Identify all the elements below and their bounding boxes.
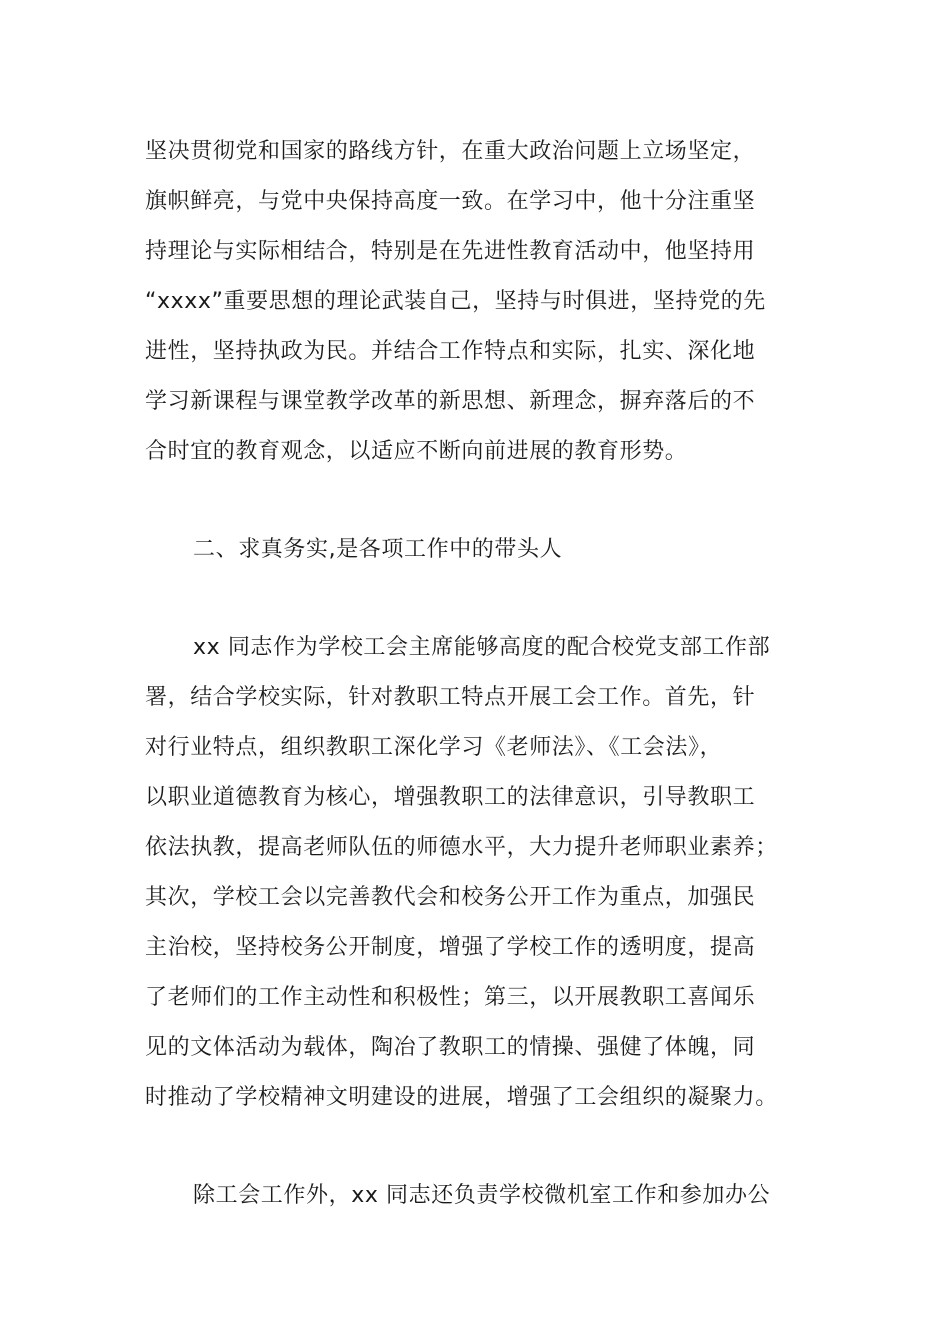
section-heading: 二、求真务实,是各项工作中的带头人: [193, 537, 563, 562]
paragraph-line: 旗帜鲜亮，与党中央保持高度一致。在学习中，他十分注重坚: [145, 189, 756, 214]
paragraph-line: 进性，坚持执政为民。并结合工作特点和实际，扎实、深化地: [145, 339, 756, 364]
paragraph-line: xx 同志作为学校工会主席能够高度的配合校党支部工作部: [193, 635, 771, 660]
paragraph-line: 主治校，坚持校务公开制度，增强了学校工作的透明度，提高: [145, 935, 756, 960]
paragraph-line: 持理论与实际相结合，特别是在先进性教育活动中，他坚持用: [145, 239, 756, 264]
paragraph-line: 除工会工作外，xx 同志还负责学校微机室工作和参加办公: [193, 1183, 771, 1208]
paragraph-line: 依法执教，提高老师队伍的师德水平，大力提升老师职业素养；: [145, 835, 778, 860]
paragraph-line: 合时宜的教育观念，以适应不断向前进展的教育形势。: [145, 439, 688, 464]
paragraph-line: 时推动了学校精神文明建设的进展，增强了工会组织的凝聚力。: [145, 1085, 778, 1110]
paragraph-line: 学习新课程与课堂教学改革的新思想、新理念，摒弃落后的不: [145, 389, 756, 414]
paragraph-line: 以职业道德教育为核心，增强教职工的法律意识，引导教职工: [145, 785, 756, 810]
paragraph-line: 坚决贯彻党和国家的路线方针，在重大政治问题上立场坚定，: [145, 139, 756, 164]
paragraph-line: 其次，学校工会以完善教代会和校务公开工作为重点，加强民: [145, 885, 756, 910]
paragraph-line: “xxxx”重要思想的理论武装自己，坚持与时俱进，坚持党的先: [145, 289, 766, 314]
paragraph-line: 了老师们的工作主动性和积极性；第三，以开展教职工喜闻乐: [145, 985, 756, 1010]
paragraph-line: 对行业特点，组织教职工深化学习《老师法》、《工会法》，: [145, 735, 723, 760]
paragraph-line: 署，结合学校实际，针对教职工特点开展工会工作。首先，针: [145, 685, 756, 710]
paragraph-line: 见的文体活动为载体，陶冶了教职工的情操、强健了体魄，同: [145, 1035, 756, 1060]
